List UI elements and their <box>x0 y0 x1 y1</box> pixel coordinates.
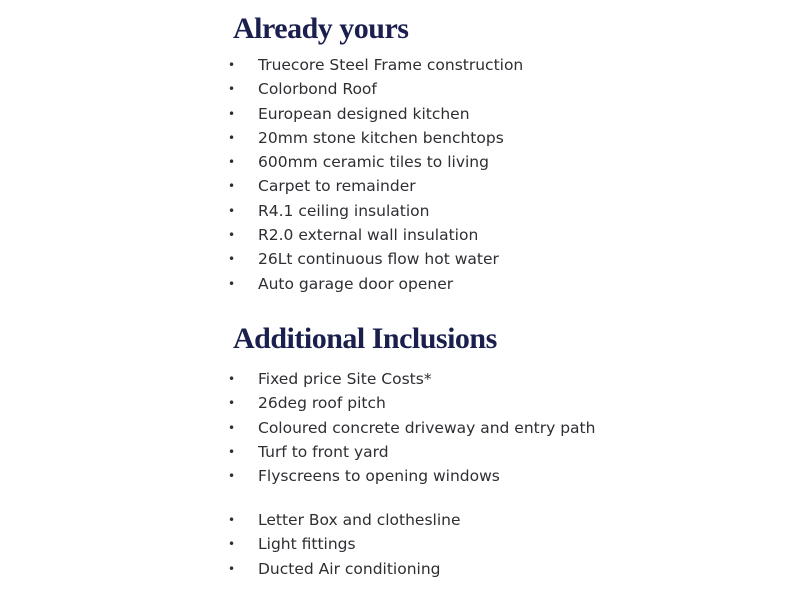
list-item-text: Fixed price Site Costs* <box>258 370 432 388</box>
list-item <box>225 367 595 391</box>
bullet-icon: • <box>228 561 236 576</box>
list-item-text: Auto garage door opener <box>258 274 454 293</box>
list-item-text: R2.0 external wall insulation <box>258 226 479 245</box>
list-item-text: Truecore Steel Frame construction <box>258 56 524 74</box>
list-item <box>225 247 595 271</box>
list-item <box>225 272 595 296</box>
list-item <box>225 464 595 488</box>
bullet-icon: • <box>228 82 236 97</box>
list-item-text: 26Lt continuous flow hot water <box>258 250 499 269</box>
list-item <box>225 508 595 532</box>
list-item <box>225 102 595 126</box>
list-item <box>225 557 595 581</box>
already-yours-list <box>225 53 595 296</box>
list-item <box>225 174 595 198</box>
list-item <box>225 532 595 556</box>
list-item <box>225 416 595 440</box>
list-item-text: 20mm stone kitchen benchtops <box>258 128 504 147</box>
list-item-text: Ducted Air conditioning <box>258 559 441 578</box>
list-item <box>225 150 595 174</box>
bullet-icon: • <box>228 537 236 552</box>
bullet-icon: • <box>228 106 236 121</box>
list-item <box>225 440 595 464</box>
list-item <box>225 391 595 415</box>
bullet-icon: • <box>228 252 236 267</box>
additional-inclusions-heading: Additional Inclusions <box>233 322 497 355</box>
list-item-text: Turf to front yard <box>258 442 389 461</box>
bullet-icon: • <box>228 203 236 218</box>
list-item-text: Letter Box and clothesline <box>258 511 461 529</box>
already-yours-heading: Already yours <box>233 12 409 45</box>
bullet-icon: • <box>228 276 236 291</box>
list-item <box>225 223 595 247</box>
list-item-text: R4.1 ceiling insulation <box>258 201 430 220</box>
bullet-icon: • <box>228 469 236 484</box>
list-item-text: 26deg roof pitch <box>258 394 386 413</box>
additional-inclusions-list <box>225 367 595 488</box>
bullet-icon: • <box>228 372 236 386</box>
bullet-icon: • <box>228 58 236 72</box>
list-item-text: Colorbond Roof <box>258 80 377 99</box>
list-item-text: Light fittings <box>258 535 356 554</box>
list-item <box>225 199 595 223</box>
list-item-text: Carpet to remainder <box>258 177 416 196</box>
list-item-text: 600mm ceramic tiles to living <box>258 153 489 172</box>
bullet-icon: • <box>228 155 236 170</box>
additional-inclusions-list-continued <box>225 508 595 581</box>
bullet-icon: • <box>228 228 236 243</box>
bullet-icon: • <box>228 420 236 435</box>
list-item-text: Flyscreens to opening windows <box>258 467 500 486</box>
bullet-icon: • <box>228 396 236 411</box>
list-item-text: Coloured concrete driveway and entry path <box>258 418 596 437</box>
list-item-text: European designed kitchen <box>258 104 470 123</box>
bullet-icon: • <box>228 444 236 459</box>
list-item <box>225 77 595 101</box>
bullet-icon: • <box>228 130 236 145</box>
list-item <box>225 53 595 77</box>
list-item <box>225 126 595 150</box>
bullet-icon: • <box>228 513 236 527</box>
bullet-icon: • <box>228 179 236 194</box>
